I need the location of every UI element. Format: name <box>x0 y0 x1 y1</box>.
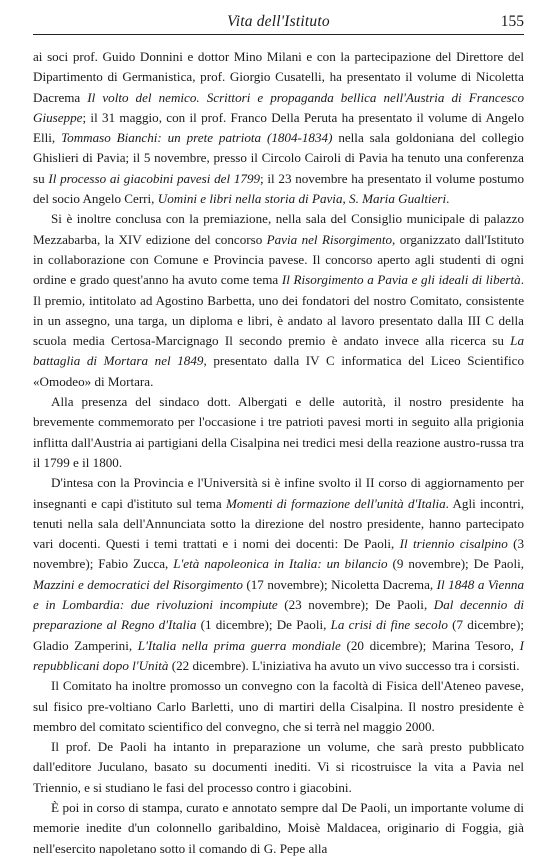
running-header <box>33 10 524 35</box>
paragraph-p4 <box>33 473 524 676</box>
text-run: (9 novembre); De Paoli, <box>387 556 524 572</box>
text-run: (7 dicembre); Gladio Zamperini, <box>33 617 524 653</box>
italic-title: La battaglia di Mortara nel 1849 <box>33 333 524 369</box>
text-run: (23 novembre); De Paoli, <box>277 597 434 613</box>
paragraph-p5 <box>33 676 524 737</box>
paragraph-p1 <box>33 47 524 209</box>
italic-title: Momenti di formazione dell'unità d'Italia <box>225 495 446 511</box>
text-run: , organizzato dall'Istituto in collaborazione con Comune e Provincia pavese. Il concorso aperto agli studenti di ogni ordine e grado quest'anno ha avuto come tema <box>33 231 524 288</box>
italic-title: L'Italia nella prima guerra mondiale <box>137 637 341 653</box>
paragraph-p3 <box>33 392 524 473</box>
text-run: D'intesa con la Provincia e l'Università si è infine svolto il II corso di aggiornamento per insegnanti e capi d'istituto sul tema <box>33 475 524 511</box>
text-run: , presentato dalla IV C informatica del Liceo Scientifico «Omodeo» di Mortara. <box>33 353 524 389</box>
italic-title: Il triennio cisalpino <box>399 536 508 552</box>
italic-title: La crisi di fine secolo <box>330 617 448 633</box>
italic-title: Tommaso Bianchi: un prete patriota (1804-1834) <box>61 130 333 146</box>
text-run: È poi in corso di stampa, curato e annotato sempre dal De Paoli, un importante volume di memorie inedite d'un colonnello garibaldino, Moisè Maldacea, originario di Foggia, già nell'esercito napoletano sotto il comando di G. Pepe alla <box>33 799 524 856</box>
paragraph-p2 <box>33 209 524 392</box>
italic-title: Uomini e libri nella storia di Pavia, S. Maria Gualtieri <box>157 191 447 207</box>
text-run: Si è inoltre conclusa con la premiazione, nella sala del Consiglio municipale di palazzo Mezzabarba, la XIV edizione del concorso <box>33 211 524 247</box>
text-run: (20 dicembre); Marina Tesoro, <box>340 637 520 653</box>
text-run: (22 dicembre). L'iniziativa ha avuto un vivo successo tra i corsisti. <box>168 657 520 673</box>
text-run: (17 novembre); Nicoletta Dacrema, <box>242 576 437 592</box>
italic-title: Il processo ai giacobini pavesi del 1799 <box>48 170 261 186</box>
italic-title: L'età napoleonica in Italia: un bilancio <box>173 556 388 572</box>
italic-title: Dal decennio di preparazione al Regno d'Italia <box>33 597 525 633</box>
text-run: nella sala goldoniana del collegio Ghislieri di Pavia; il 5 novembre, presso il Circolo Cairoli di Pavia ha tenuto una conferenza su <box>33 130 524 186</box>
running-title: Vita dell'Istituto <box>227 13 330 30</box>
text-run: . Il premio, intitolato ad Agostino Barbetta, uno dei fondatori del nostro Comitato, consistente in un assegno, una targa, un diploma e libri, è andato al lavoro presentato dalla III C della scuola media Certosa-Marcignago Il secondo premio è andato invece alla ricerca su <box>33 272 524 349</box>
italic-title: Pavia nel Risorgimento <box>266 231 393 247</box>
paragraph-p6 <box>33 737 524 798</box>
text-run: . Agli incontri, tenuti nella sala dell'Annunciata sotto la direzione del nostro presidente, hanno partecipato vari docenti. Questi i temi trattati e i nomi dei docenti: De Paoli, <box>33 495 524 552</box>
page-number: 155 <box>500 13 524 30</box>
text-run: Il Comitato ha inoltre promosso un convegno con la facoltà di Fisica dell'Ateneo pavese, sul fisico pre-voltiano Carlo Barletti, uno di martiri della Cisalpina. Il nostro presidente è membro del comitato scientifico del convegno, che si terrà nel maggio 2000. <box>33 678 524 734</box>
text-run: Alla presenza del sindaco dott. Albergati e delle autorità, il nostro presidente ha brevemente commemorato per l'occasione i tre patrioti pavesi morti in seguito alla prigionia inflitta dall'Austria ai partigiani della Cisalpina nei tredici mesi della reazione austro-russa tra il 1799 e il 1800. <box>33 394 524 470</box>
text-run: (3 novembre); Fabio Zucca, <box>33 536 524 572</box>
italic-title: Mazzini e democratici del Risorgimento <box>33 576 243 592</box>
text-run: . <box>446 191 450 207</box>
text-run: ; il 31 maggio, con il prof. Franco Della Peruta ha presentato il volume di Angelo Elli, <box>33 109 524 146</box>
body-text <box>33 47 524 859</box>
text-run: Il prof. De Paoli ha intanto in preparazione un volume, che sarà presto pubblicato dall'editore Juculano, basato su documenti inediti. Vi si ricostruisce la vita a Pavia nel Triennio, e si studiano le fasi del processo contro i giacobini. <box>33 739 524 795</box>
italic-title: Il 1848 a Vienna e in Lombardia: due rivoluzioni incompiute <box>33 576 525 613</box>
italic-title: I repubblicani dopo l'Unità <box>33 637 524 673</box>
italic-title: Il volto del nemico. Scrittori e propaganda bellica nell'Austria di Francesco Giuseppe <box>33 89 524 125</box>
text-run: ai soci prof. Guido Donnini e dottor Mino Milani e con la partecipazione del Direttore del Dipartimento di Germanistica, prof. Giorgio Cusatelli, ha presentato il volume di Nicoletta Dacrema <box>33 49 524 105</box>
text-run: (1 dicembre); De Paoli, <box>196 617 331 633</box>
italic-title: Il Risorgimento a Pavia e gli ideali di libertà <box>281 272 521 288</box>
text-run: ; il 23 novembre ha presentato il volume postumo del socio Angelo Cerri, <box>33 170 525 207</box>
paragraph-p7 <box>33 798 524 859</box>
